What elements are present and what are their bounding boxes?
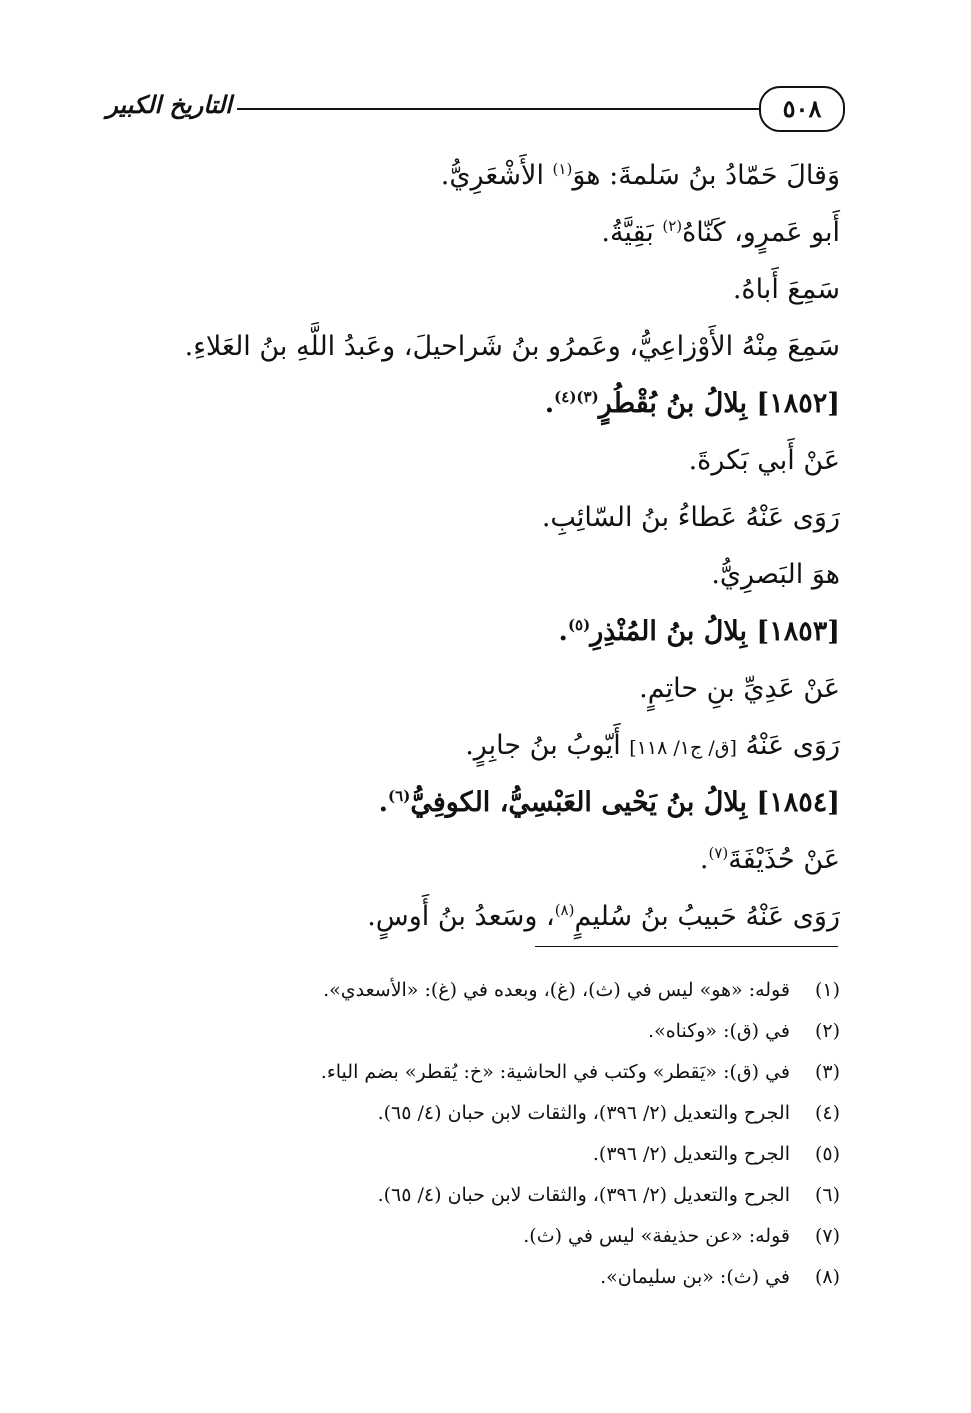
footnote	[140, 1257, 840, 1298]
text-line: عَنْ عَدِيِّ بنِ حاتِمٍ.	[639, 673, 840, 704]
footnote-ref: (١)	[552, 160, 573, 178]
text-line: عَنْ حُذَيْفَةَ$^{(٧)}$.	[699, 844, 840, 875]
page-number: ٥٠٨	[759, 86, 845, 132]
footnote	[140, 1216, 840, 1257]
footnote-ref: (٦)	[388, 787, 411, 805]
text-line: سَمِعَ مِنْهُ الأَوْزاعِيُّ، وعَمرُو بنُ شَراحيلَ، وعَبدُ اللَّهِ بنُ العَلاءِ.	[184, 331, 840, 362]
text-line: وَقالَ حَمّادُ بنُ سَلمةَ: هوَ$^{(١)}$ الأَشْعَرِيُّ.	[440, 160, 840, 191]
text-line: أَبو عَمرٍو، كَنّاهُ$^{(٢)}$ بَقِيَّةُ.	[601, 217, 840, 248]
text-line: عَنْ أَبي بَكرةَ.	[688, 445, 840, 476]
text-line: سَمِعَ أَباهُ.	[732, 274, 840, 305]
book-title: التاريخ الكبير	[106, 90, 232, 119]
footnote-text: الجرح والتعديل (٢/ ٣٩٦).	[592, 1143, 790, 1165]
footnote	[140, 1011, 840, 1052]
header-rule	[237, 108, 759, 110]
footnote-ref: (٧)	[708, 844, 729, 862]
footnotes	[140, 970, 840, 1298]
footnote-number: (٦)	[814, 1184, 840, 1206]
footnote-text: في (ق): «وكناه».	[648, 1020, 790, 1042]
text-line: هوَ البَصرِيُّ.	[711, 559, 840, 590]
footnote-number: (٨)	[814, 1266, 840, 1288]
footnote-text: قوله: «عن حذيفة» ليس في (ث).	[523, 1225, 790, 1247]
footnote-number: (٥)	[814, 1143, 840, 1165]
footnote-ref: (٨)	[554, 901, 575, 919]
manuscript-ref: [ق/ ج١/ ١١٨]	[629, 737, 737, 759]
footnote	[140, 1093, 840, 1134]
footnote-ref: (٣)(٤)	[554, 388, 599, 406]
text-line: رَوَى عَنْهُ عَطاءُ بنُ السّائِبِ.	[541, 502, 840, 533]
footnote	[140, 970, 840, 1011]
footnote-number: (١)	[814, 979, 840, 1001]
footnote	[140, 1134, 840, 1175]
entry-heading: [١٨٥٢] بِلالُ بنُ بُقْطُرٍ$^{(٣)(٤)}$.	[544, 388, 840, 419]
footnote-text: الجرح والتعديل (٢/ ٣٩٦)، والثقات لابن حبان (٤/ ٦٥).	[377, 1102, 790, 1124]
footnote-text: قوله: «هو» ليس في (ث)، (غ)، وبعده في (غ): «الأسعدي».	[323, 979, 790, 1001]
footnote-number: (٢)	[814, 1020, 840, 1042]
footnote-number: (٤)	[814, 1102, 840, 1124]
footnote-ref: (٥)	[567, 616, 591, 634]
page-header	[105, 86, 845, 136]
entry-heading: [١٨٥٤] بِلالُ بنُ يَحْيى العَبْسِيُّ، الكوفِيُّ$^{(٦)}$.	[378, 787, 840, 818]
footnote-number: (٧)	[814, 1225, 840, 1247]
footnote-text: الجرح والتعديل (٢/ ٣٩٦)، والثقات لابن حبان (٤/ ٦٥).	[377, 1184, 790, 1206]
footnote-number: (٣)	[814, 1061, 840, 1083]
entry-heading: [١٨٥٣] بِلالُ بنُ المُنْذِرِ$^{(٥)}$.	[558, 616, 840, 647]
footnote-text: في (ث): «بن سليمان».	[600, 1266, 790, 1288]
footnote-ref: (٢)	[662, 217, 683, 235]
text-line: رَوَى عَنْهُ حَبيبُ بنُ سُليمٍ$^{(٨)}$، وسَعدُ بنُ أَوسٍ.	[367, 901, 840, 932]
footnote-separator	[535, 946, 838, 947]
text-line: رَوَى عَنْهُ [ق/ ج١/ ١١٨] أَيّوبُ بنُ جابِرٍ.	[465, 730, 840, 761]
footnote	[140, 1052, 840, 1093]
footnote-text: في (ق): «يَقطر» وكتب في الحاشية: «خ: يُقطر» بضم الياء.	[320, 1061, 790, 1083]
main-text	[120, 147, 840, 945]
footnote	[140, 1175, 840, 1216]
